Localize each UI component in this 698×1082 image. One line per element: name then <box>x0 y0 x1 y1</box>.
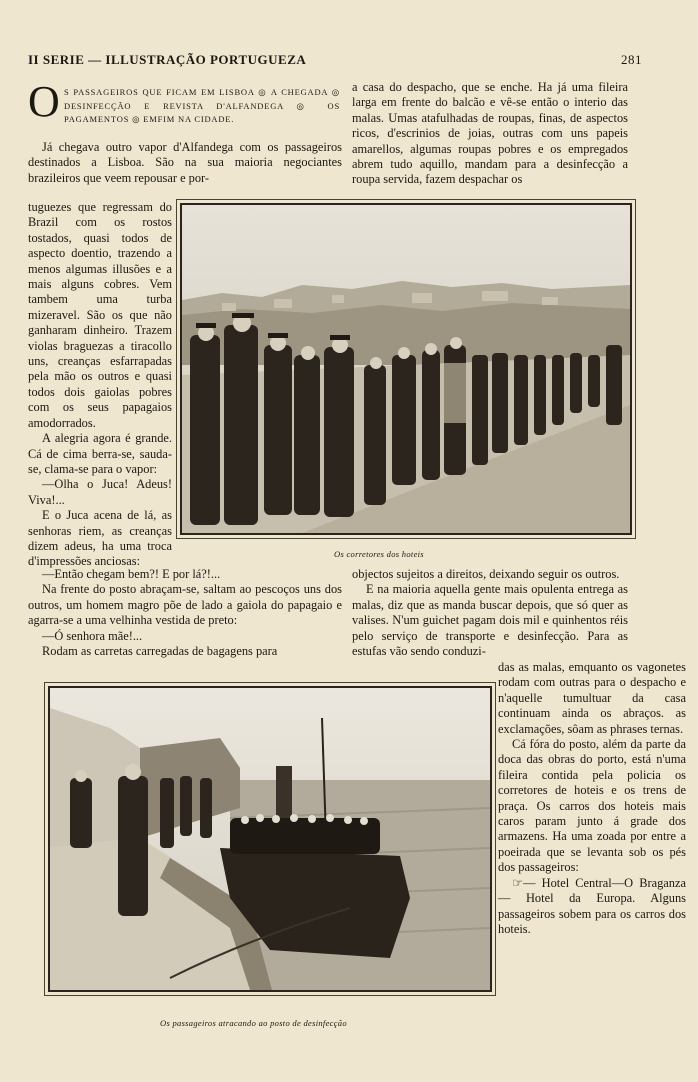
paragraph: a casa do despacho, que se enche. Ha já uma fileira larga em frente do balcão e vê-se então o interio das malas. Umas atafulhadas de roupas, finas, de aspectos ricos, d'escrinios de joias, outras com uns papeis amarellos, algumas roupas pobres e os empregados abrem tudo aquillo, mandam para a desinfecção a roupa servida, fazem despachar os <box>352 80 628 187</box>
paragraph: E na maioria aquella gente mais opulenta entrega as malas, diz que as manda buscar depois, que só quer as valises. N'um guichet pagam dois mil e quinhentos réis pelo serviço de transporte e desinfecção. Para as estufas vão sendo conduzi- <box>352 582 628 659</box>
paragraph: tuguezes que regressam do Brazil com os rostos tostados, quasi todos de aspecto doentio, trazendo a menos algumas illusões e a mais alguns cobres. Vem tambem uma turba mizeravel. São os que não ganharam dinheiro. Trazem violas braguezas a tiracollo uns, creanças esfarrapadas pela mão os outros e quasi todos dois gaiolas pobres com os seus papagaios amodorrados. <box>28 200 172 430</box>
column-left-narrow <box>28 200 172 569</box>
page-header <box>28 52 642 72</box>
paragraph: —Olha o Juca! Adeus! Viva!... <box>28 477 172 507</box>
paragraph: —Ó senhora mãe!... <box>42 628 143 643</box>
paragraph: Já chegava outro vapor d'Alfandega com os passageiros destinados a Lisboa. São na sua maioria negociantes brazileiros que veem repousar e por- <box>28 140 342 185</box>
paragraph: Cá fóra do posto, além da parte da doca das obras do porto, está n'uma fileira contida pela policia os corretores de hoteis e os trens de praça. Os carros dos hoteis mais caros param junto á grade dos armazens. Ha uma zoada por entre a poeirada que se levanta sob os pés dos passageiros: <box>498 737 686 875</box>
photo-hotel-brokers-image <box>182 205 630 533</box>
paragraph: das as malas, emquanto os vagonetes rodam com outras para o despacho e n'aquelle tumultuar da casa continuam ainda os abraços. as exclamações, sôam as phrases ternas. <box>498 660 686 736</box>
paragraph: objectos sujeitos a direitos, deixando seguir os outros. <box>352 567 620 581</box>
series-title: II SERIE — ILLUSTRAÇÃO PORTUGUEZA <box>28 52 307 67</box>
summary-text: S PASSAGEIROS QUE FICAM EM LISBOA ◎ A CHEGADA ◎ DESINFECÇÃO E REVISTA D'ALFANDEGA ◎ OS PAGAMENTOS ◎ EMFIM NA CIDADE. <box>64 87 340 124</box>
photo-passengers-docking-image <box>50 688 490 990</box>
photo-passengers-docking-caption: Os passageiros atracando ao posto de desinfecção <box>160 1018 347 1028</box>
paragraph: Rodam as carretas carregadas de bagagens para <box>42 644 278 659</box>
photo-hotel-brokers <box>180 203 632 535</box>
photo-passengers-docking <box>48 686 492 992</box>
column-right-mid <box>352 567 628 661</box>
paragraph: A alegria agora é grande. Cá de cima berra-se, sauda-se, clama-se para o vapor: <box>28 431 172 476</box>
paragraph: —Então chegam bem?! E por lá?!... <box>42 567 221 581</box>
column-right-narrow <box>498 660 686 1032</box>
paragraph: ☞— Hotel Central—O Braganza— Hotel da Europa. Alguns passageiros sobem para os carros dos hoteis. <box>498 875 686 936</box>
drop-cap: O <box>28 77 60 126</box>
article-summary <box>28 77 344 134</box>
column-left-top <box>28 140 342 200</box>
paragraph: Na frente do posto abraçam-se, saltam ao pescoços uns dos outros, um homem magro põe de lado a gaiola do papagaio e agarra-se a uma velhinha vestida de preto: <box>28 582 342 628</box>
paragraph: E o Juca acena de lá, as senhoras riem, as creanças dizem adeus, ha uma troca d'impressões anciosas: <box>28 508 172 569</box>
page-number: 281 <box>621 52 642 67</box>
column-right-top <box>352 80 628 187</box>
column-left-bottom <box>28 567 342 661</box>
photo-hotel-brokers-caption: Os corretores dos hoteis <box>334 549 424 559</box>
